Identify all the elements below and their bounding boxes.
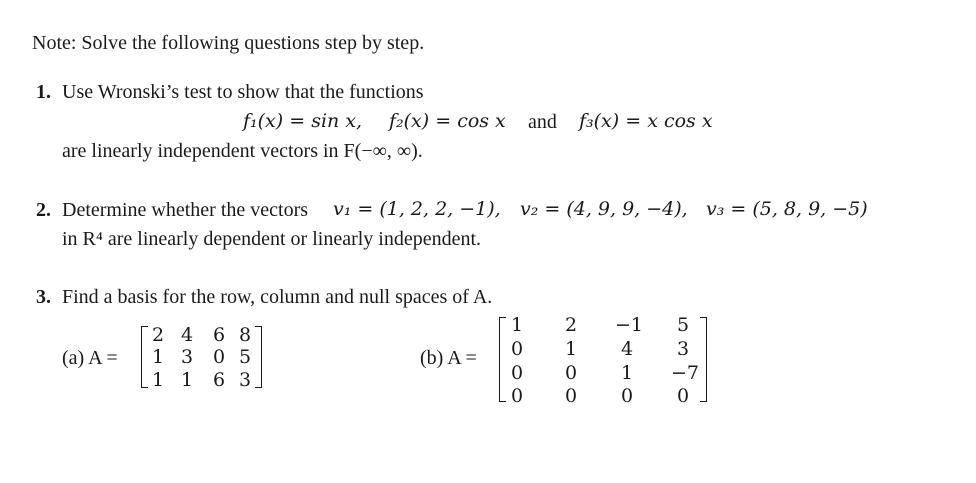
- matrix-b-cell: −7: [671, 362, 700, 384]
- question-2-number: 2.: [36, 199, 51, 221]
- matrix-a-cell: 3: [238, 369, 252, 391]
- matrix-b-cell: 0: [620, 385, 634, 407]
- matrix-a-label: (a) A =: [62, 347, 118, 369]
- matrix-a-cell: 0: [212, 346, 226, 368]
- matrix-a-cell: 1: [151, 346, 165, 368]
- vector-v3: v₃ = (5, 8, 9, −5): [706, 198, 868, 220]
- matrix-b-cell: −1: [615, 314, 644, 336]
- matrix-b-label: (b) A =: [420, 347, 477, 369]
- matrix-b-cell: 0: [676, 385, 690, 407]
- matrix-b-cell: 5: [676, 314, 690, 336]
- matrix-a-cell: 1: [151, 369, 165, 391]
- matrix-a-cell: 2: [151, 324, 165, 346]
- matrix-b-right-bracket: [700, 317, 707, 402]
- matrix-a-cell: 6: [212, 324, 226, 346]
- and-word: and: [528, 111, 557, 133]
- question-1-intro: Use Wronski’s test to show that the functions: [62, 81, 424, 103]
- matrix-b-cell: 4: [620, 338, 634, 360]
- question-2-intro: Determine whether the vectors: [62, 199, 309, 221]
- matrix-a-cell: 1: [180, 369, 194, 391]
- matrix-b-cell: 0: [510, 338, 524, 360]
- matrix-b-cell: 1: [620, 362, 634, 384]
- matrix-b-cell: 0: [510, 385, 524, 407]
- matrix-b-cell: 2: [564, 314, 578, 336]
- question-1-number: 1.: [36, 81, 51, 103]
- matrix-b-cell: 0: [510, 362, 524, 384]
- matrix-b-cell: 3: [676, 338, 690, 360]
- matrix-a-cell: 6: [212, 369, 226, 391]
- vector-v1: v₁ = (1, 2, 2, −1),: [333, 198, 501, 220]
- function-f3: f₃(x) = x cos x: [579, 110, 713, 132]
- note-text: Note: Solve the following questions step by step.: [32, 32, 425, 54]
- question-3-number: 3.: [36, 286, 51, 308]
- function-f1: f₁(x) = sin x,: [243, 110, 363, 132]
- matrix-b-cell: 0: [564, 385, 578, 407]
- matrix-a-cell: 5: [238, 346, 252, 368]
- question-3-text: Find a basis for the row, column and null spaces of A.: [62, 286, 493, 308]
- matrix-b-cell: 0: [564, 362, 578, 384]
- matrix-b-cell: 1: [510, 314, 524, 336]
- matrix-a-cell: 4: [180, 324, 194, 346]
- matrix-a-cell: 3: [180, 346, 194, 368]
- question-2-line2: in R⁴ are linearly dependent or linearly independent.: [62, 228, 482, 250]
- question-1-outro: are linearly independent vectors in F(−∞, ∞).: [62, 140, 423, 162]
- matrix-b-cell: 1: [564, 338, 578, 360]
- vector-v2: v₂ = (4, 9, 9, −4),: [520, 198, 688, 220]
- function-f2: f₂(x) = cos x: [389, 110, 506, 132]
- matrix-a-cell: 8: [238, 324, 252, 346]
